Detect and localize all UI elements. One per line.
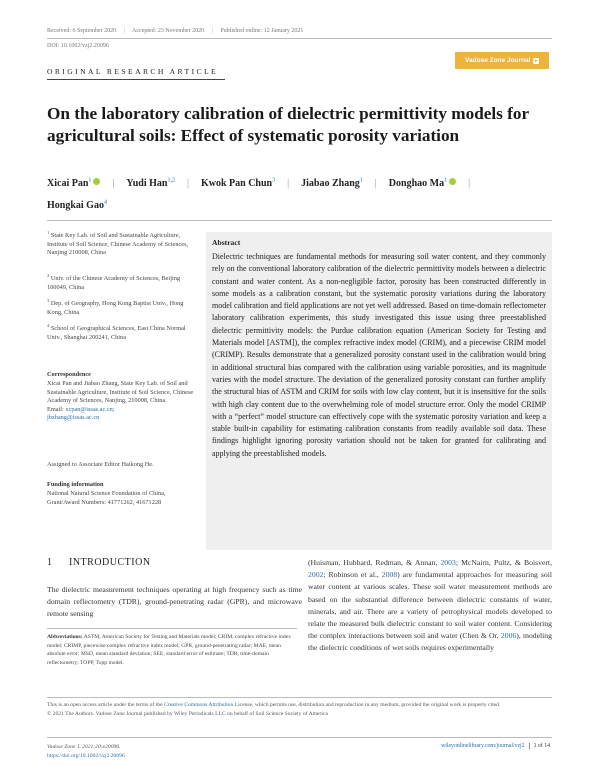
footer-citation: Vadose Zone J. 2021;20:e20096. https://doi.org/10.1002/vzj2.20096 — [47, 744, 125, 759]
author-name[interactable]: Jiabao Zhang$^1$ — [301, 178, 363, 190]
accepted-date: Accepted: 23 November 2020 — [132, 28, 205, 34]
correspondence-text: Xicai Pan and Jiabao Zhang, State Key Lab. of Soil and Sustainable Agriculture, Institute of Soil Science, Chinese Academy of Sciences, Nanjing, 210008, China. Email: xcpan@issas.ac.cn; jbzhang@issas.ac.cn — [47, 380, 194, 422]
citation-link[interactable]: 2006 — [500, 631, 517, 641]
doi-link[interactable]: https://doi.org/10.1002/vzj2.20096 — [47, 753, 125, 759]
abstract-text: Dielectric techniques are fundamental methods for measuring soil water content, and they commonly rely on the conventional laboratory calibration of the dielectric permittivity models between a dielectric constant and water content. As a non-negligible factor, porosity has been constructed differently in some models as a calibration constant, but the systematic porosity variations during the laboratory model calibration and field applications are not yet well addressed. Based on time-domain reflectometer laboratory calibration experiments, this study investigated this issue using three preestablished dielectric permittivity models: the Purdue calibration equation (American Society for Testing and Materials model [ASTM]), the complex refractive index model (CRIM), and a piecewise CRIM model (CRIMP). Results demonstrate that a generalized porosity constant used in the calibration would bring in additional structural bias compared with the calibration using variable porosities, and its magnitude varies with the model structure. The deviation of the generalized porosity constant can further amplify the structural bias of ASTM and CRIM for soils with low clay content, but it is insensitive for the soils with high clay content due to the overwhelming role of model structure error. Only the model CRIMP with a “perfect” model structure can effectively cope with the systematic porosity variation and keep a stable built-in capability for estimating calibration constants from readily available soil data. These findings highlight ignoring porosity variation should not be taken for granted for calibrating and applying the preestablished models. — [212, 252, 546, 458]
author-name[interactable]: Donghao Ma$^1$ — [389, 178, 456, 189]
editor-note: Assigned to Associate Editor Haikong He. — [47, 461, 154, 468]
journal-logo[interactable] — [455, 52, 549, 69]
author-list — [47, 172, 557, 215]
section-number: 1 — [47, 557, 52, 568]
author-name[interactable]: Hongkai Gao$^4$ — [47, 199, 107, 211]
license-notice: This is an open access article under the terms of the Creative Commons Attribution License, which permits use, distribution and reproduction in any medium, provided the original work is properly cited. © 2021 The Authors. Vadose Zone Journal published by Wiley Periodicals LLC on behalf of Soil Science Society of America — [47, 702, 501, 717]
page-number: 1 of 14 — [529, 743, 550, 749]
article-type-underline — [47, 79, 225, 80]
section-title: INTRODUCTION — [69, 557, 151, 568]
orcid-icon[interactable] — [93, 178, 100, 185]
orcid-icon[interactable] — [449, 178, 456, 185]
section-heading-introduction — [47, 557, 151, 568]
intro-column-2: (Huisman, Hubbard, Redman, & Annan, 2003; McNairn, Pultz, & Boisvert, 2002; Robinson et al., 2008) are fundamental approaches for measuring soil water content at various scales. These soil water measurement methods are based on the substantial difference between dielectric constants of water, minerals, and air. There are a variety of petrophysical models developed to relate the measured bulk dielectric constant to soil water content. Considering the complex interactions between soil and water (Chen & Or, 2006), modeling the dielectric conditions of wet soils requires experimentally — [308, 558, 552, 653]
author-separator: | — [186, 178, 189, 190]
published-date: Published online: 12 January 2021 — [220, 28, 304, 34]
article-title: On the laboratory calibration of dielectric permittivity models for agricultural soils: Effect of systematic porosity variation — [47, 104, 529, 145]
journal-site-link[interactable]: wileyonlinelibrary.com/journal/vzj2 — [441, 743, 525, 749]
affiliation-3: $^3$ Dep. of Geography, Hong Kong Baptist Univ., Hong Kong, China — [47, 298, 184, 316]
doi: DOI: 10.1002/vzj2.20096 — [47, 43, 109, 49]
abbreviations-divider — [47, 628, 297, 629]
author-name[interactable]: Xicai Pan$^1$ — [47, 178, 100, 189]
correspondence-heading: Correspondence — [47, 371, 91, 378]
citation-link[interactable]: 2008 — [381, 570, 398, 580]
license-link[interactable]: Creative Commons Attribution — [163, 702, 234, 708]
footer-divider — [47, 737, 552, 738]
email-link-2[interactable]: jbzhang@issas.ac.cn — [47, 414, 100, 422]
license-divider — [47, 697, 552, 698]
intro-column-1: The dielectric measurement techniques operating at high frequency such as time domain reflectometry (TDR), ground-penetrating radar (GPR), and microwave remote sensing — [47, 585, 302, 619]
copyright: © 2021 The Authors. Vadose Zone Journal published by Wiley Periodicals LLC on behalf of Soil Science Society of America — [47, 710, 328, 717]
email-link-1[interactable]: xcpan@issas.ac.cn; — [65, 405, 115, 413]
affiliation-1: $^1$ State Key Lab. of Soil and Sustainable Agriculture, Institute of Soil Science, Chinese Academy of Sciences, Nanjing 210008, China — [47, 230, 189, 257]
author-separator: | — [287, 178, 290, 190]
header-divider — [47, 38, 552, 39]
author-name[interactable]: Kwok Pan Chun$^3$ — [200, 178, 276, 190]
article-type: ORIGINAL RESEARCH ARTICLE — [47, 67, 219, 76]
affiliation-2: $^2$ Univ. of the Chinese Academy of Sciences, Beijing 100049, China — [47, 273, 180, 291]
citation-link[interactable]: 2002 — [308, 570, 324, 580]
funding-heading: Funding information — [47, 481, 104, 488]
affiliation-4: $^4$ School of Geographical Sciences, East China Normal Univ., Shanghai 200241, China — [47, 323, 186, 341]
authors-divider — [47, 220, 552, 221]
author-name[interactable]: Yudi Han$^{1,2}$ — [126, 178, 175, 190]
footer-right — [400, 743, 550, 749]
received-date: Received: 6 September 2020 — [47, 28, 117, 34]
author-separator: | — [468, 178, 471, 190]
funding-text: National Natural Science Foundation of China, Grant/Award Numbers: 41771262, 41671228 — [47, 490, 166, 506]
abbreviations: Abbreviations: ASTM, American Society for Testing and Materials model; CRIM, complex refractive index model; CRIMP, piecewise complex refractive index model; GPR, ground-penetrating radar; MAE, mean absolute error; MSD, mean standard deviation; SEE, standard error of estimate; TDR, time-domain reflectometry; TOPP, Topp model. — [47, 634, 291, 666]
author-separator: | — [374, 178, 377, 190]
open-access-icon: ▸ — [534, 57, 538, 64]
abstract-box — [206, 232, 552, 550]
author-separator: | — [112, 178, 115, 190]
journal-logo-text: Vadose Zone Journal — [465, 57, 531, 64]
abstract-heading: Abstract — [212, 238, 241, 247]
citation-link[interactable]: 2003 — [440, 558, 456, 567]
publication-dates: Received: 6 September 2020 | Accepted: 23 November 2020 | Published online: 12 January 2021 — [47, 28, 304, 34]
